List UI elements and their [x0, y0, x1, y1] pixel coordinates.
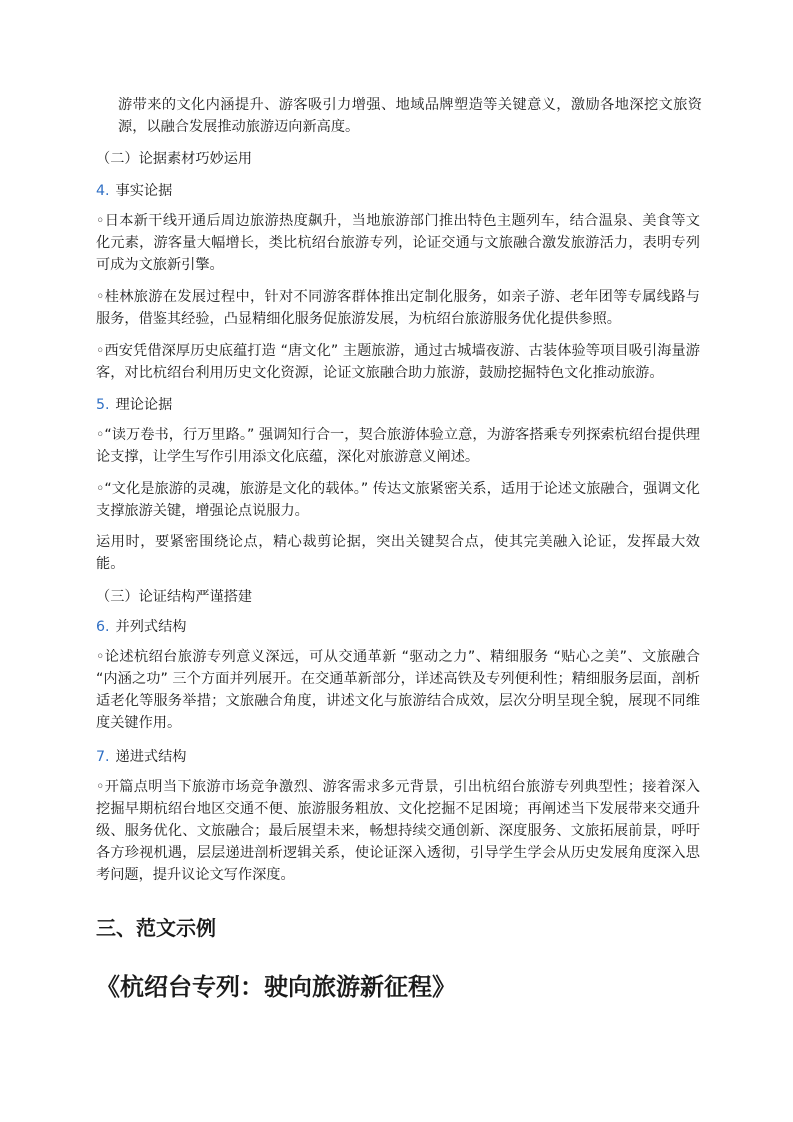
paragraph-parallel-structure: ◦论述杭绍台旅游专列意义深远，可从交通革新 “驱动之力”、精细服务 “贴心之美”、文旅融合 “内涵之功” 三个方面并列展开。在交通革新部分，详述高铁及专列便利性；精细服务层面，剖析适老化等服务举措；文旅融合角度，讲述文化与旅游结合成效，层次分明呈现全貌，展现不同维度关键作用。 [96, 649, 700, 731]
item-number-5: 5. [96, 397, 110, 413]
item-title-6: 并列式结构 [115, 619, 187, 635]
part-heading-3: 三、范文示例 [96, 916, 216, 940]
paragraph-factual-1: ◦日本新干线开通后周边旅游热度飙升，当地旅游部门推出特色主题列车，结合温泉、美食等文化元素，游客量大幅增长，类比杭绍台旅游专列，论证交通与文旅融合激发旅游活力，表明专列可成为文旅新引擎。 [96, 213, 700, 273]
paragraph-usage-note: 运用时，要紧密围绕论点，精心裁剪论据，突出关键契合点，使其完美融入论证，发挥最大效能。 [96, 534, 700, 572]
intro-continuation: 游带来的文化内涵提升、游客吸引力增强、地域品牌塑造等关键意义，激励各地深挖文旅资源，以融合发展推动旅游迈向新高度。 [118, 97, 702, 135]
paragraph-factual-3: ◦西安凭借深厚历史底蕴打造 “唐文化” 主题旅游，通过古城墙夜游、古装体验等项目吸引海量游客，对比杭绍台利用历史文化资源，论证文旅融合助力旅游，鼓励挖掘特色文化推动旅游。 [96, 343, 700, 381]
item-title-5: 理论论据 [115, 397, 173, 413]
paragraph-factual-2: ◦桂林旅游在发展过程中，针对不同游客群体推出定制化服务，如亲子游、老年团等专属线路与服务，借鉴其经验，凸显精细化服务促旅游发展，为杭绍台旅游服务优化提供参照。 [96, 289, 700, 327]
item-heading-6 [96, 616, 187, 638]
item-number-6: 6. [96, 619, 110, 635]
item-number-7: 7. [96, 749, 110, 765]
section-heading-2: （二）论据素材巧妙运用 [96, 151, 253, 167]
item-heading-4 [96, 180, 172, 202]
paragraph-theory-2: ◦“文化是旅游的灵魂，旅游是文化的载体。” 传达文旅紧密关系，适用于论述文旅融合，强调文化支撑旅游关键，增强论点说服力。 [96, 481, 700, 519]
section-heading-3: （三）论证结构严谨搭建 [96, 589, 253, 605]
item-title-4: 事实论据 [115, 183, 173, 199]
item-heading-5 [96, 394, 172, 416]
item-title-7: 递进式结构 [115, 749, 187, 765]
item-heading-7 [96, 746, 187, 768]
sample-essay-title: 《杭绍台专列：驶向旅游新征程》 [96, 972, 456, 1001]
paragraph-theory-1: ◦“读万卷书，行万里路。” 强调知行合一，契合旅游体验立意，为游客搭乘专列探索杭绍台提供理论支撑，让学生写作引用添文化底蕴，深化对旅游意义阐述。 [96, 427, 700, 465]
item-number-4: 4. [96, 183, 110, 199]
paragraph-progressive-structure: ◦开篇点明当下旅游市场竞争激烈、游客需求多元背景，引出杭绍台旅游专列典型性；接着深入挖掘早期杭绍台地区交通不便、旅游服务粗放、文化挖掘不足困境；再阐述当下发展带来交通升级、服务优化、文旅融合；最后展望未来，畅想持续交通创新、深度服务、文旅拓展前景，呼吁各方珍视机遇，层层递进剖析逻辑关系，使论证深入透彻，引导学生学会从历史发展角度深入思考问题，提升议论文写作深度。 [96, 779, 700, 883]
